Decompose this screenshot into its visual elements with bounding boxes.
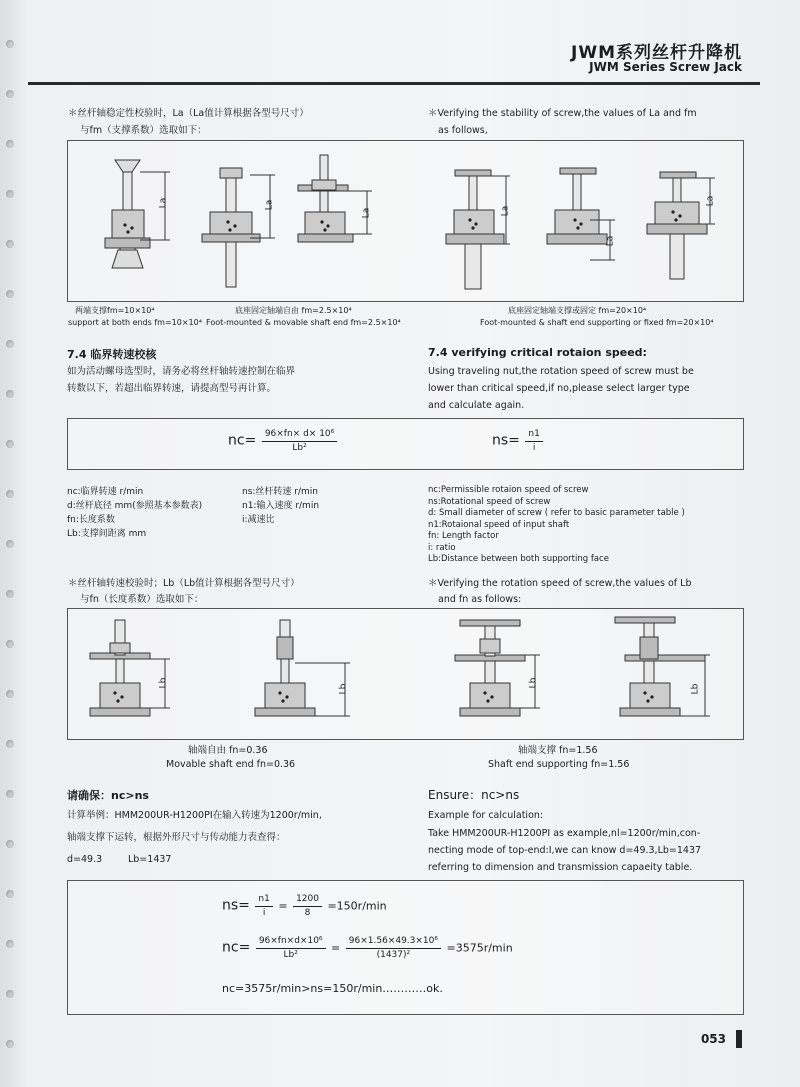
calc-ns-result: =150r/min	[327, 899, 387, 913]
defs-cn-right	[242, 485, 319, 527]
rotation-en-line2: and fn as follows:	[438, 594, 522, 605]
calc-ns-f1-den: i	[262, 908, 266, 918]
la-dim-label-5: La	[605, 235, 616, 247]
ensure-en: Ensure：nc>ns	[428, 788, 520, 802]
lb-dim-label-1: Lb	[158, 677, 169, 689]
critical-en-line2: lower than critical speed,if no,please select larger type	[428, 383, 690, 394]
formula-ns-lhs: ns=	[492, 432, 520, 449]
defs-cn-left	[67, 485, 202, 541]
header-title-en: JWM Series Screw Jack	[589, 60, 742, 74]
def-en-i: i: ratio	[428, 542, 456, 553]
rotation-cn-line1: ＊丝杆轴转速校验时；Lb（Lb值计算根据各型号尺寸）	[68, 578, 300, 589]
binding-holes	[6, 0, 20, 1087]
def-cn-d: d:丝杆底径 mm(参照基本参数表)	[67, 501, 203, 511]
example-cn-lb: Lb=1437	[128, 854, 172, 865]
calc-ns-f2-den: 8	[304, 908, 311, 918]
critical-en-line3: and calculate again.	[428, 400, 525, 411]
calc-ns-f2-num: 1200	[293, 893, 322, 907]
rotation-caption-1-en: Movable shaft end fn=0.36	[166, 759, 296, 770]
example-cn-line2: 轴端支撑下运转，根据外形尺寸与传动能力表查得：	[67, 832, 286, 843]
def-cn-i: i:减速比	[242, 515, 275, 525]
stability-caption-1-en: support at both ends fm=10×10⁴	[68, 318, 202, 327]
formula-nc-numerator: 96×fn× d× 10⁶	[262, 428, 337, 442]
stability-caption-3-en: Foot-mounted & shaft end supporting or fixed fm=20×10⁴	[480, 318, 714, 327]
critical-en-line1: Using traveling nut,the rotation speed of screw must be	[428, 366, 694, 377]
calc-nc: nc= $\frac{\text{96×fn×d×10⁶}}{\text{Lb²}}$ = $\frac{\text{96×1.56×49.3×10⁶}}{\text{(1437)²}}$ =3575r/min	[222, 936, 513, 960]
stability-caption-1-cn: 两端支撑fm=10×10⁴	[75, 306, 155, 315]
calc-nc-result: =3575r/min	[446, 941, 513, 955]
header-title-cn: JWM系列丝杆升降机	[571, 43, 742, 63]
formula-nc	[228, 428, 339, 455]
example-en-line3: necting mode of top-end:I,we can know d=49.3,Lb=1437	[428, 845, 702, 856]
stability-jack-figures	[70, 150, 740, 300]
lb-dim-label-2: Lb	[338, 683, 349, 695]
def-cn-nc: nc:临界转速 r/min	[67, 487, 144, 497]
def-cn-fn: fn:长度系数	[67, 515, 115, 525]
lb-dim-label-4: Lb	[690, 683, 701, 695]
ensure-cn: 请确保：nc>ns	[67, 789, 149, 802]
stability-cn-line2: 与fm（支撑系数）选取如下：	[80, 125, 207, 136]
def-en-nc: nc:Permissible rotaion speed of screw	[428, 485, 589, 495]
header-rule	[28, 82, 760, 85]
section-heading-en: 7.4 verifying critical rotaion speed:	[428, 346, 647, 359]
calc-ns-f1-num: n1	[255, 893, 272, 907]
la-dim-label-2: La	[264, 199, 275, 211]
calc-nc-f1-num: 96×fn×d×10⁶	[256, 935, 326, 949]
example-en-line1: Example for calculation:	[428, 810, 544, 821]
stability-cn-line1: ＊丝杆轴稳定性校验时，La（La值计算根据各型号尺寸）	[68, 108, 309, 119]
formula-ns	[492, 428, 545, 455]
stability-en-line1: ＊Verifying the stability of screw,the values of La and fm	[428, 108, 697, 119]
def-en-d: d: Small diameter of screw ( refer to basic parameter table )	[428, 508, 685, 518]
defs-en	[428, 485, 685, 566]
example-cn-line1: 计算举例：HMM200UR-H1200PI在输入转速为1200r/min,	[67, 810, 322, 821]
calc-conclusion: nc=3575r/min>ns=150r/min…………ok.	[222, 982, 443, 995]
calc-ns: ns= $\frac{n1}{i}$ = $\frac{1200}{8}$ =150r/min	[222, 894, 387, 918]
stability-caption-3-cn: 底座固定轴端支撑或固定 fm=20×10⁴	[508, 306, 647, 315]
rotation-jack-figures	[70, 615, 740, 735]
example-en-line4: referring to dimension and transmission capaeity table.	[428, 862, 693, 873]
rotation-caption-1-cn: 轴端自由 fn=0.36	[188, 745, 268, 756]
formula-box	[67, 418, 744, 470]
calc-nc-lhs: nc=	[222, 939, 251, 956]
calc-nc-f2-num: 96×1.56×49.3×10⁶	[346, 935, 441, 949]
calc-nc-f1-den: Lb²	[283, 950, 298, 960]
stability-en-line2: as follows,	[438, 125, 488, 136]
la-dim-label-3: La	[361, 207, 372, 219]
formula-ns-denominator: i	[532, 443, 536, 453]
la-dim-label-4: La	[500, 205, 511, 217]
def-en-fn: fn: Length factor	[428, 531, 499, 541]
rotation-en-line1: ＊Verifying the rotation speed of screw,the values of Lb	[428, 578, 692, 589]
def-en-n1: n1:Rotaional speed of input shaft	[428, 519, 570, 530]
formula-nc-lhs: nc=	[228, 432, 257, 449]
calc-nc-f2-den: (1437)²	[376, 950, 411, 960]
example-en-line2: Take HMM200UR-H1200PI as example,nl=1200r/min,con-	[428, 828, 701, 839]
stability-caption-2-cn: 底座固定轴端自由 fm=2.5×10⁴	[235, 306, 352, 315]
formula-ns-numerator: n1	[525, 428, 542, 442]
page-number: 053	[695, 1030, 742, 1048]
la-dim-label-1: La	[158, 197, 169, 209]
def-cn-ns: ns:丝杆转速 r/min	[242, 487, 318, 497]
example-cn-d: d=49.3	[67, 854, 103, 865]
critical-cn-line1: 如为活动螺母选型时，请务必将丝杆轴转速控制在临界	[67, 366, 296, 377]
calc-ns-lhs: ns=	[222, 897, 250, 914]
rotation-cn-line2: 与fn（长度系数）选取如下：	[80, 594, 204, 605]
section-heading-cn: 7.4 临界转速校核	[67, 348, 157, 361]
lb-dim-label-3: Lb	[528, 677, 539, 689]
la-dim-label-6: La	[705, 195, 716, 207]
stability-caption-2-en: Foot-mounted & movable shaft end fm=2.5×10⁴	[206, 318, 401, 327]
def-cn-n1: n1:输入速度 r/min	[242, 501, 320, 511]
def-en-ns: ns:Rotational speed of screw	[428, 496, 551, 507]
def-cn-lb: Lb:支撑间距离 mm	[67, 529, 147, 539]
critical-cn-line2: 转数以下，若超出临界转速，请提高型号再计算。	[67, 383, 277, 394]
rotation-caption-2-en: Shaft end supporting fn=1.56	[488, 759, 630, 770]
def-en-lb: Lb:Distance between both supporting face	[428, 554, 609, 564]
rotation-caption-2-cn: 轴端支撑 fn=1.56	[518, 745, 598, 756]
formula-nc-denominator: Lb²	[292, 443, 307, 453]
